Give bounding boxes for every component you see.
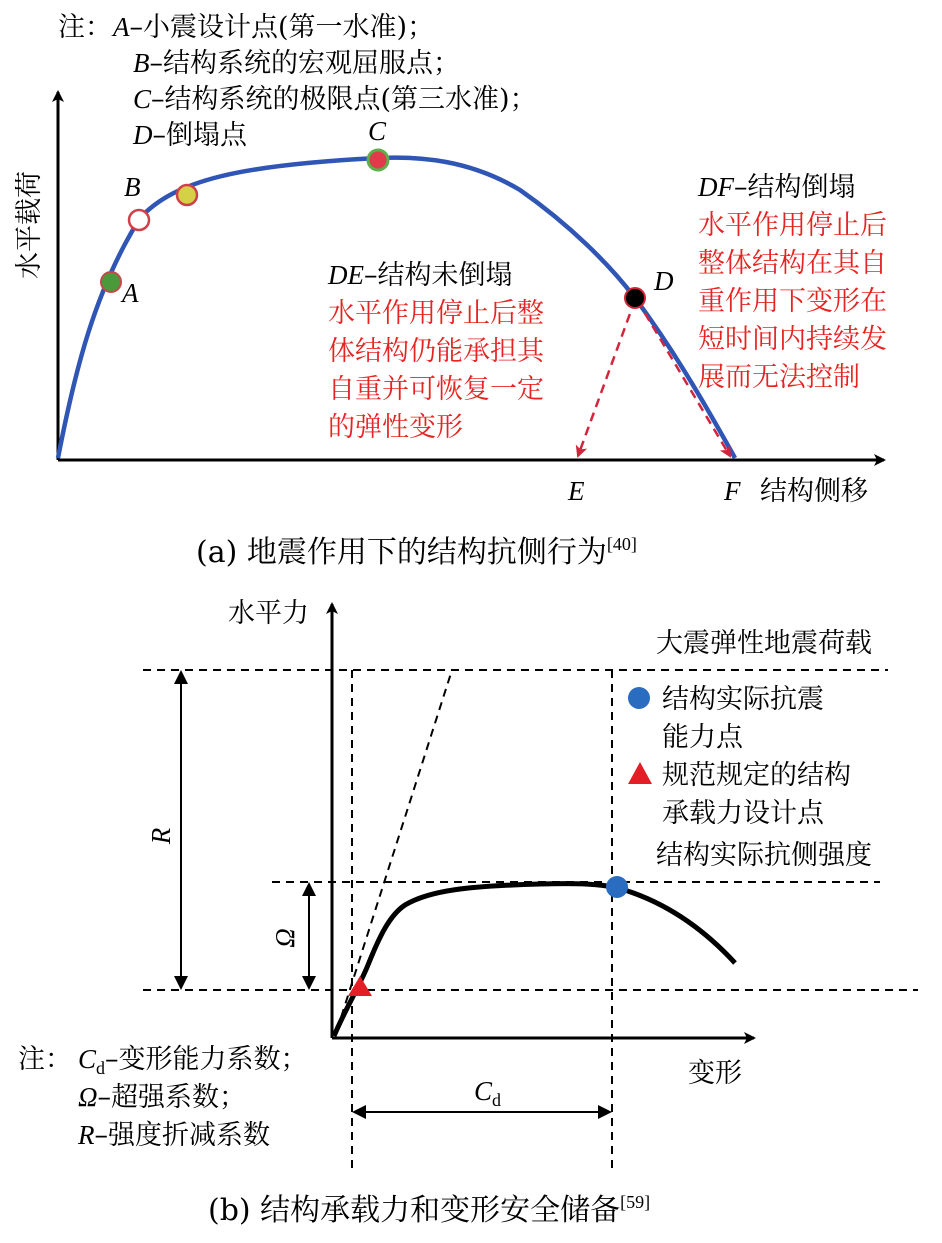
panel-a-notes: [58, 12, 537, 151]
a-x-axis-label: 结构侧移: [760, 476, 868, 507]
b-note-omega: Ω–超强系数；: [78, 1082, 247, 1113]
b-y-axis-label: 水平力: [228, 598, 309, 629]
elastic-label: 大震弹性地震荷载: [656, 628, 872, 659]
cd-arrow-head-right: [598, 1105, 612, 1119]
point-c-marker: [368, 150, 388, 170]
actual-capacity-point: [606, 876, 628, 898]
note-d: D–倒塌点: [133, 120, 247, 151]
df-annotation: [697, 172, 887, 393]
b-note-r: R–强度折减系数: [78, 1120, 270, 1151]
note-a: A–小震设计点(第一水准)；: [113, 12, 435, 43]
note-prefix: 注：: [58, 12, 112, 43]
df-desc-line-3: 重作用下变形在: [698, 286, 887, 317]
r-arrow-head-top: [174, 670, 188, 684]
a-arrow-de: [578, 300, 635, 456]
label-c: C: [368, 116, 387, 146]
de-desc-line-4: 的弹性变形: [328, 412, 463, 443]
de-desc-line-1: 水平作用停止后整: [328, 298, 544, 329]
df-desc-line-5: 展而无法控制: [698, 362, 860, 393]
label-b: B: [124, 172, 141, 202]
omega-arrow-head-bottom: [302, 976, 316, 990]
legend-triangle-icon: [628, 762, 652, 784]
note-c: C–结构系统的极限点(第三水准)；: [133, 84, 537, 115]
de-desc-line-2: 体结构仍能承担其: [328, 336, 544, 367]
legend-circle-line-2: 能力点: [662, 722, 743, 753]
point-a-marker: [101, 272, 121, 292]
caption-b: (b) 结构承载力和变形安全储备[59]: [208, 1192, 651, 1228]
cd-arrow-head-left: [352, 1105, 366, 1119]
note-b: B–结构系统的宏观屈服点；: [133, 48, 460, 79]
df-desc-line-2: 整体结构在其自: [698, 248, 887, 279]
point-b2-marker: [177, 185, 197, 205]
b-note-cd: $C_d-$变形能力系数；: [78, 1044, 308, 1078]
de-annotation: [327, 260, 546, 443]
panel-a: [14, 12, 887, 570]
a-y-axis-label: 水平载荷: [14, 171, 45, 279]
df-desc-line-4: 短时间内持续发: [698, 324, 887, 355]
df-title: DF–结构倒塌: [698, 172, 856, 203]
strength-label: 结构实际抗侧强度: [656, 840, 872, 871]
de-title: DE–结构未倒塌: [328, 260, 513, 291]
label-a: A: [122, 278, 139, 308]
label-f: F: [724, 476, 741, 506]
omega-arrow-head-top: [302, 882, 316, 896]
omega-label: Ω: [270, 928, 300, 948]
panel-b: [18, 598, 918, 1228]
legend-circle-line-1: 结构实际抗震: [662, 684, 824, 715]
r-label: R: [146, 827, 176, 845]
b-x-axis-label: 变形: [688, 1058, 742, 1089]
point-b-marker: [129, 210, 149, 230]
de-desc-line-3: 自重并可恢复一定: [328, 374, 544, 405]
legend-triangle-line-2: 承载力设计点: [662, 798, 824, 829]
df-desc-line-1: 水平作用停止后: [698, 210, 887, 241]
caption-a: (a) 地震作用下的结构抗侧行为[40]: [196, 534, 637, 570]
r-arrow-head-bottom: [174, 976, 188, 990]
label-d: D: [654, 266, 674, 296]
b-note-prefix: 注：: [18, 1044, 72, 1075]
legend-circle-icon: [628, 687, 650, 709]
point-d-marker: [625, 288, 645, 308]
label-e: E: [568, 476, 585, 506]
panel-b-notes: [18, 1044, 308, 1151]
legend-triangle-line-1: 规范规定的结构: [662, 760, 851, 791]
elastic-slope-line: [337, 670, 452, 1030]
capacity-curve: [334, 884, 735, 1036]
cd-label: $C_d$: [474, 1076, 502, 1110]
